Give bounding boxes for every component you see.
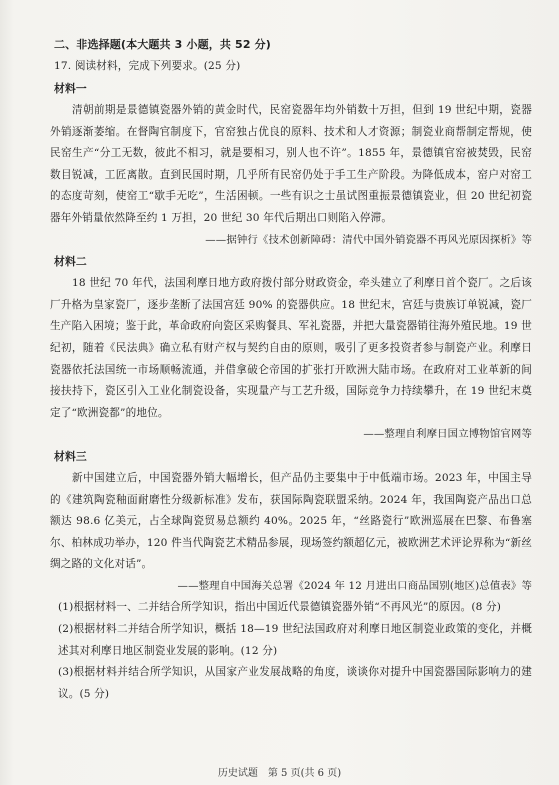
material-2-source: ——整理自利摩日国立博物馆官网等 [363,428,532,441]
material-1-source: ——据钟行《技术创新障碍：清代中国外销瓷器不再风光原因探析》等 [205,233,532,246]
material-2-text: 18 世纪 70 年代，法国利摩日地方政府拨付部分财政资金，牵头建立了利摩日首个瓷厂。之后该厂升格为皇家瓷厂，逐步垄断了法国宫廷 90% 的瓷器供应。18 世纪末，宫廷与贵族订单锐减，瓷厂生产陷入困境；鉴于此，革命政府向瓷区采购餐具、军礼瓷器，并把大量瓷器销往海外殖民地。19 世纪初，随着《民法典》确立私有财产权与契约自由的原则，吸引了更多投资者参与制瓷产业。利摩日瓷器依托法国统一市场顺畅流通，并借拿破仑帝国的扩张打开欧洲大陆市场。在政府对工业革新的间接扶持下，瓷区引入工业化制瓷设备，实现量产与工艺升级，国际竞争力持续攀升，在 19 世纪末奠定了“欧洲瓷都”的地位。 [50,277,532,419]
material-2-label: 材料二 [54,255,87,269]
section-title: 二、非选择题(本大题共 3 小题，共 52 分) [54,38,271,51]
question-1: (1)根据材料一、二并结合所学知识，指出中国近代景德镇瓷器外销“不再风光”的原因。(8 分) [58,601,502,614]
material-3-text: 新中国建立后，中国瓷器外销大幅增长，但产品仍主要集中于中低端市场。2023 年，中国主导的《建筑陶瓷釉面耐磨性分级新标准》发布，获国际陶瓷联盟采纳。2024 年，我国陶瓷产品出口总额达 98.6 亿美元，占全球陶瓷贸易总额约 40%。2025 年，“丝路瓷行”欧洲巡展在巴黎、布鲁塞尔、柏林成功举办，120 件当代陶瓷艺术精品参展，现场签约额超亿元，被欧洲艺术评论界称为“新丝绸之路的文化对话”。 [50,471,532,571]
material-1-text: 清朝前期是景德镇瓷器外销的黄金时代，民窑瓷器年均外销数十万担，但到 19 世纪中期，瓷器外销逐渐萎缩。在督陶官制度下，官窑独占优良的原料、技术和人才资源；制瓷业商帮制定帮规，使民窑生产“分工无数，彼此不相习，就是要相习，别人也不许”。1855 年，景德镇官窑被焚毁，民窑数目锐减，工匠离散。直到民国时期，几乎所有民窑仍处于手工生产阶段。为降低成本，窑户对窑工的态度苛刻，使窑工“歇手无吃”，生活困顿。一些有识之士虽试图重振景德镇瓷业，但 20 世纪初瓷器年外销量依然降至约 1 万担，20 世纪 30 年代后期出口则陷入停滞。 [50,104,532,224]
material-3-source: ——整理自中国海关总署《2024 年 12 月进出口商品国别(地区)总值表》等 [177,579,532,592]
question-3: (3)根据材料并结合所学知识，从国家产业发展战略的角度，谈谈你对提升中国瓷器国际影响力的建议。(5 分) [58,666,532,700]
material-1-label: 材料一 [54,82,87,95]
material-3-label: 材料三 [54,449,87,463]
question-2: (2)根据材料二并结合所学知识，概括 18—19 世纪法国政府对利摩日地区制瓷业政策的变化，并概述其对利摩日地区制瓷业发展的影响。(12 分) [58,623,532,657]
page-content [50,34,532,705]
question-17-heading: 17. 阅读材料，完成下列要求。(25 分) [54,60,241,72]
page-footer: 历史试题 第 5 页(共 6 页) [217,768,342,779]
